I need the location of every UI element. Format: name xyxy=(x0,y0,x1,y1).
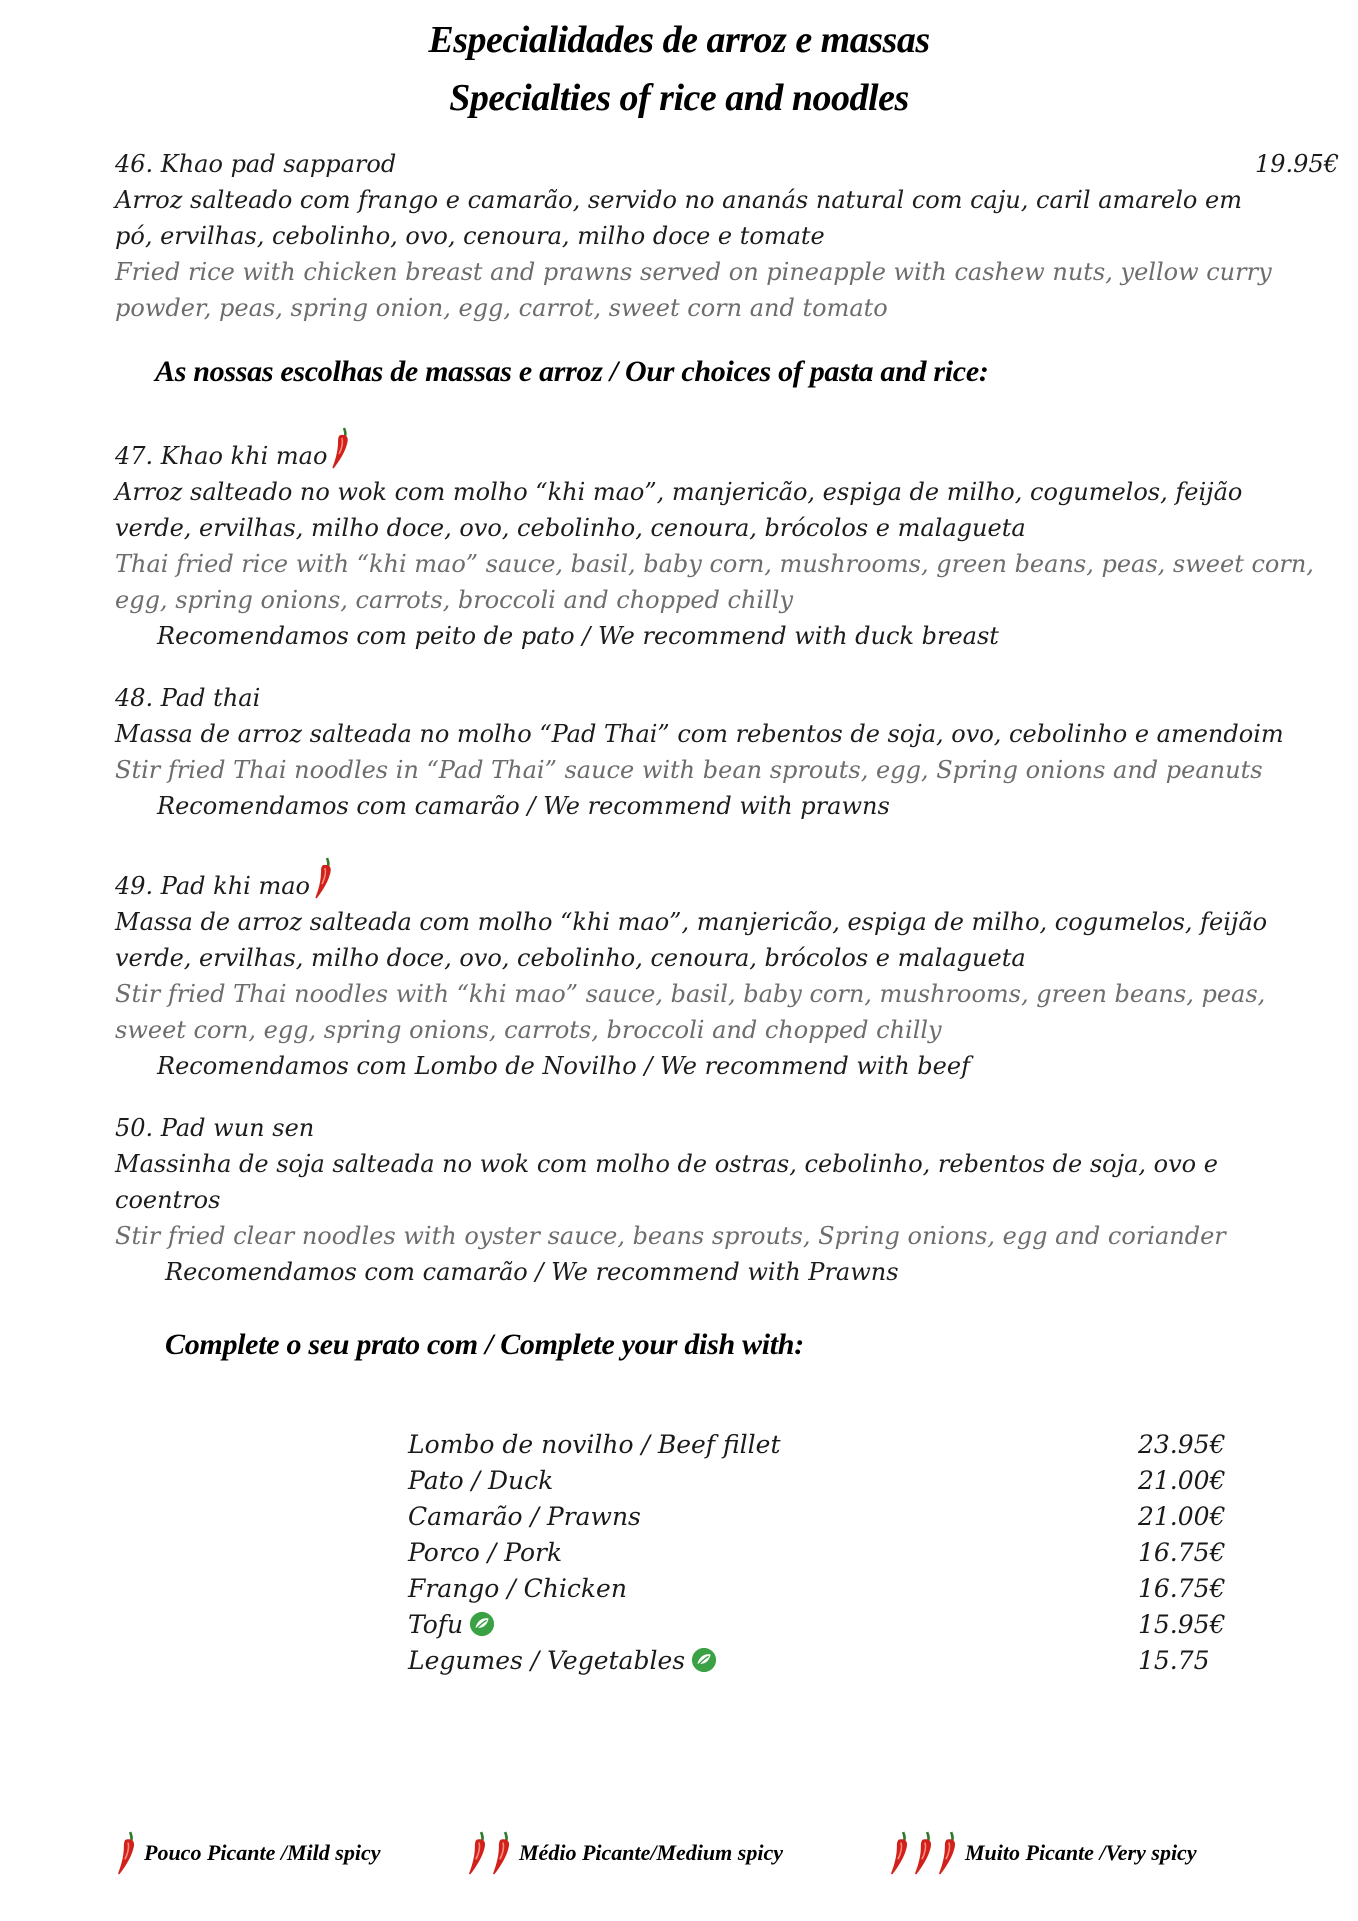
dish-name: 49. Pad khi mao xyxy=(115,872,310,900)
dish-price: 19.95€ xyxy=(1255,150,1339,178)
description-en: Thai fried rice with “khi mao” sauce, basil, baby corn, mushrooms, green beans, peas, sweet corn, xyxy=(115,550,1314,578)
legend-label: Médio Picante/Medium spicy xyxy=(519,1840,783,1865)
extra-price: 16.75€ xyxy=(1138,1574,1226,1603)
chili-pepper-icon xyxy=(889,1830,911,1876)
legend-mild xyxy=(112,1830,380,1876)
chili-pepper-icon xyxy=(937,1830,959,1876)
extra-price: 23.95€ xyxy=(1138,1430,1226,1459)
extra-name: Porco / Pork xyxy=(408,1538,563,1567)
menu-item-47 xyxy=(115,426,1314,654)
dish-name: 47. Khao khi mao xyxy=(115,442,328,470)
page-title-pt: Especialidades de arroz e massas xyxy=(428,19,930,61)
extra-name: Frango / Chicken xyxy=(408,1574,627,1603)
choices-heading: As nossas escolhas de massas e arroz / Our choices of pasta and rice: xyxy=(155,355,989,388)
description-en: egg, spring onions, carrots, broccoli and chopped chilly xyxy=(115,586,793,614)
extra-name: Pato / Duck xyxy=(408,1466,554,1495)
recommendation: Recomendamos com peito de pato / We recommend with duck breast xyxy=(157,622,999,650)
description-en: Fried rice with chicken breast and prawns served on pineapple with cashew nuts, yellow curry xyxy=(115,258,1272,286)
list-item xyxy=(408,1427,1226,1463)
extra-price: 21.00€ xyxy=(1138,1466,1226,1495)
complete-heading: Complete o seu prato com / Complete your dish with: xyxy=(165,1328,804,1361)
extra-name: Camarão / Prawns xyxy=(408,1502,641,1531)
extra-price: 21.00€ xyxy=(1138,1502,1226,1531)
recommendation: Recomendamos com camarão / We recommend with Prawns xyxy=(165,1258,899,1286)
extra-price: 16.75€ xyxy=(1138,1538,1226,1567)
legend-very xyxy=(885,1830,1197,1876)
page-title-en: Specialties of rice and noodles xyxy=(449,77,909,119)
list-item xyxy=(408,1463,1226,1499)
menu-item-49 xyxy=(115,856,1295,1084)
extra-name: Legumes / Vegetables xyxy=(408,1646,686,1675)
description-pt: Arroz salteado com frango e camarão, servido no ananás natural com caju, caril amarelo em xyxy=(115,186,1242,214)
chili-pepper-icon xyxy=(491,1830,513,1876)
description-pt: pó, ervilhas, cebolinho, ovo, cenoura, milho doce e tomate xyxy=(115,222,825,250)
legend-medium xyxy=(463,1830,783,1876)
description-en: Stir fried clear noodles with oyster sauce, beans sprouts, Spring onions, egg and coriander xyxy=(115,1222,1226,1250)
vegan-leaf-icon xyxy=(469,1611,495,1637)
vegan-leaf-icon xyxy=(691,1647,717,1673)
extra-price: 15.75 xyxy=(1138,1646,1210,1675)
dish-name: 48. Pad thai xyxy=(115,684,261,712)
legend-label: Muito Picante /Very spicy xyxy=(965,1840,1197,1865)
list-item xyxy=(408,1607,1226,1643)
dish-name: 46. Khao pad sapparod xyxy=(115,150,397,178)
list-item xyxy=(408,1535,1226,1571)
description-pt: verde, ervilhas, milho doce, ovo, cebolinho, cenoura, brócolos e malagueta xyxy=(115,944,1026,972)
extras-list xyxy=(408,1427,1226,1679)
menu-item-50 xyxy=(115,1110,1295,1290)
recommendation: Recomendamos com camarão / We recommend with prawns xyxy=(157,792,890,820)
dish-name: 50. Pad wun sen xyxy=(115,1114,315,1142)
description-en: sweet corn, egg, spring onions, carrots, broccoli and chopped chilly xyxy=(115,1016,942,1044)
chili-pepper-icon xyxy=(467,1830,489,1876)
menu-item-48 xyxy=(115,680,1295,824)
chili-pepper-icon xyxy=(314,856,334,900)
chili-pepper-icon xyxy=(331,426,351,470)
recommendation: Recomendamos com Lombo de Novilho / We recommend with beef xyxy=(157,1052,970,1080)
description-pt: verde, ervilhas, milho doce, ovo, cebolinho, cenoura, brócolos e malagueta xyxy=(115,514,1026,542)
list-item xyxy=(408,1499,1226,1535)
description-pt: Massa de arroz salteada no molho “Pad Thai” com rebentos de soja, ovo, cebolinho e amendoim xyxy=(115,720,1284,748)
description-pt: Massinha de soja salteada no wok com molho de ostras, cebolinho, rebentos de soja, ovo e xyxy=(115,1150,1218,1178)
list-item xyxy=(408,1643,1218,1679)
menu-item-46 xyxy=(115,146,1339,326)
description-pt: Massa de arroz salteada com molho “khi mao”, manjericão, espiga de milho, cogumelos, feijão xyxy=(115,908,1268,936)
extra-price: 15.95€ xyxy=(1138,1610,1226,1639)
legend-label: Pouco Picante /Mild spicy xyxy=(144,1840,381,1865)
extra-name: Lombo de novilho / Beef fillet xyxy=(408,1430,781,1459)
description-pt: Arroz salteado no wok com molho “khi mao”, manjericão, espiga de milho, cogumelos, feijão xyxy=(115,478,1243,506)
chili-pepper-icon xyxy=(116,1830,138,1876)
description-en: Stir fried Thai noodles in “Pad Thai” sauce with bean sprouts, egg, Spring onions and peanuts xyxy=(115,756,1263,784)
description-en: powder, peas, spring onion, egg, carrot, sweet corn and tomato xyxy=(115,294,888,322)
description-pt: coentros xyxy=(115,1186,221,1214)
description-en: Stir fried Thai noodles with “khi mao” sauce, basil, baby corn, mushrooms, green beans, peas, xyxy=(115,980,1266,1008)
extra-name: Tofu xyxy=(408,1610,464,1639)
list-item xyxy=(408,1571,1226,1607)
chili-pepper-icon xyxy=(913,1830,935,1876)
